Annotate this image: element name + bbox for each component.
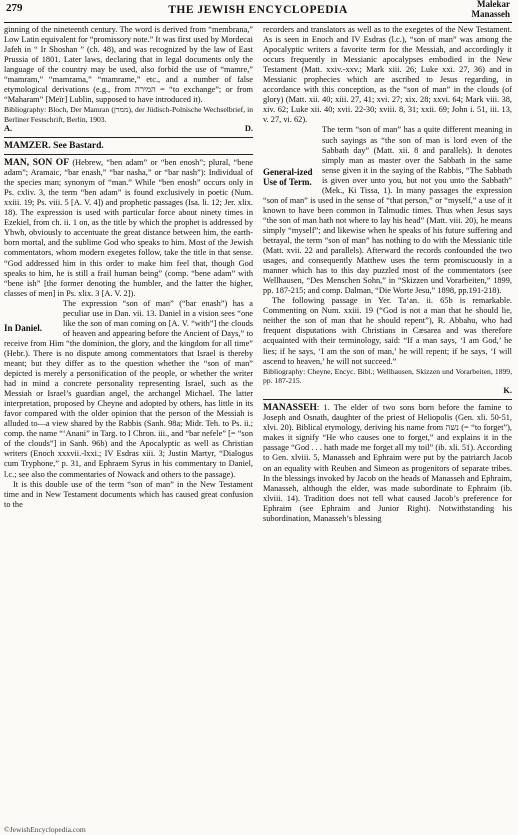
son-of-man-generalized: The term “son of man” has a quite different meaning in such sayings as “the son of man is lord even of the Sabbath day” (Matt. xii. 8 and parallels). It denotes simply man as master over the Sabbath in the same sense given it in the saying of the Rabbis, “The Sabbath is given over unto you, but not you unto the Sabbath” (Mek., Ki Tissa, 1). In many passages the expression “son of man” is used in the sense of “that person,” or “myself,” a use of it known to have been common in Talmudic times. Thus when Jesus says “the son of man hath not where to lay his head” (Matt. viii. 20), he means simply “myself”; and likewise when he speaks of his future suffering and betrayal, the term “son of man” has nothing to do with the Messianic title (Matt. xvii. 22 and parallels). Afterward the records confounded the two usages, and consequently Matthew uses the term promiscuously in a manner which has to this day puzzled most of the commentators (see Wellhausen, “Des Menschen Sohn,” in “Skizzen und Vorarbeiten,” 1899, pp. 187-215; and comp. Dalman, “Die Worte Jesu,” 1898, pp.191-218). xyxy=(263,125,512,296)
man-son-of-nt: It is this double use of the term “son of man” in the New Testament time and in New Testament documents which has caused great confusion to the xyxy=(4,479,253,509)
entry-title-man-son-of: MAN, SON OF xyxy=(4,158,70,169)
divider xyxy=(263,399,512,400)
entry-title-manasseh: MANASSEH xyxy=(263,403,317,414)
divider xyxy=(4,154,253,155)
son-of-man-abbahu: The following passage in Yer. Ta‘an. ii. 65b is remarkable. Commenting on Num. xxiii. 19 (“God is not a man that he should lie, neither the son of man that he should repent”), R. Abbahu, who had frequent disputations with Christians in Cæsarea and was therefore acquainted with their terminology, said: “If a man says, ‘I am God,’ he lies; if he says, ‘I am the son of man,’ he will repent; if he says, ‘I will ascend to heaven,’ he will not succeed.” xyxy=(263,296,512,366)
man-son-of-text: (Hebrew, “ben adam” or “ben enosh”; plural, “bene adam”; Aramaic, “bar enash,” “bar nasha,” or “bar nash”): Individual of the species man; synonym of “man.” While “ben enosh” occurs only in Ps. cxliv. 3, the term “ben adam” is found exclusively in poetic (Num. xxiii. 19; Ps. viii. 5 [A. V. 4]) and prophetic passages (Isa. li. 12; Jer. xlix. 18). The expression is used with particular force about ninety times in Ezekiel, from ch. ii. 1 on, as the title by which the prophet is addressed by Yhwh, obviously to accentuate the great distance between him, the earth-born mortal, and the sublime God who speaks to him. Most of the Jewish commentators, whom modern exegetes follow, take the title in that sense. “God addressed him in this order to make him feel that, though God speaks to him, he is still a frail human being” (comp. “bene adam” with “bene ish” [the former denoting the humbler, and the latter the higher, classes of men] in Ps. xlix. 3 [A. V. 2]). xyxy=(4,158,254,298)
page-number: 279 xyxy=(6,2,23,14)
guide-word-last: Manasseh xyxy=(471,8,510,19)
left-column xyxy=(4,25,253,524)
bibliography-mamram: Bibliography: Bloch, Der Mamran (ממרן), der Jüdisch-Polnische Wechselbrief, in Berliner Festschrift, Berlin, 1903. xyxy=(4,105,253,124)
text-columns xyxy=(4,25,512,524)
copyright-footer: ©JewishEncyclopedia.com xyxy=(4,825,86,834)
manasseh-text: : 1. The elder of two sons born before the famine to Joseph and Osnath, daughter of the priest of Heliopolis (Gen. xli. 50-51, xlvi. 20). Biblical etymology, deriving his name from נשה (= “to forget”), makes it signify “He who causes one to forget,” and explains it in the passage “God . . . hath made me forget all my toil” (ib. xli. 51). According to Gen. xlviii. 5, Manasseh and Ephraim were put by the patriarch Jacob on an equality with Reuben and Simeon as progenitors of separate tribes. In the blessings invoked by Jacob on the heads of Manasseh and Ephraim, Manasseh, although the elder, was made subordinate to Ephraim (ib. xlviii. 14). Tradition does not tell what caused Jacob’s preference for Ephraim (see Ephraim and Junior Right). Notwithstanding his subordination, Manasseh’s blessing xyxy=(263,403,512,523)
son-of-man-nt-continuation: recorders and translators as well as to the exegetes of the New Testament. As is seen in Enoch and IV Esdras (l.c.), “son of man” was among the Apocalyptic writers a favorite term for the Messiah, and accordingly it occurs frequently in Messianic apocalypses embodied in the New Testament (Matt. xxiv.-xxv.; Mark xiii. 26; Luke xxi. 27, 36) and in Messianic prophecies which are ascribed to Jesus regarding, in accordance with this conception, as the “son of man” in the clouds (of glory) (Matt. xii. 40; xiii. 27, 41; xvi. 27; xix. 28; xxvi. 64; Mark viii. 38, xiv. 62; Luke xii. 40; xvii. 22-30; xviii. 8, 31; xxii. 69; John i. 51, iii. 13, v. 27, vi. 62). xyxy=(263,25,512,125)
margin-heading-in-daniel: In Daniel. xyxy=(4,322,43,333)
author-initial-d: D. xyxy=(244,123,253,133)
right-column xyxy=(263,25,512,524)
mamram-continuation: ginning of the nineteenth century. The word is derived from “membrana,” Low Latin equivalent for “promissory note.” It was first used by Mordecai Jafeh in “ Ir Shoshan ” (ch. 48), and was recognized by the law of East Prussia of 1801. Later laws, declaring that in legal documents only the language of the country may be used, also forbid the use of “mamre,” “mamram,” “mamrama,” “mamrame,” etc., and a number of false etymological derivations (e.g., from המירה = “to exchange”; or from “Maharam” [Meïr] Lublin, supposed to have introduced it). xyxy=(4,25,253,105)
man-son-of-daniel: The expression “son of man” (“bar enash”) has a peculiar use in Dan. vii. 13. Daniel in a vision sees “one like the son of man coming on [A. V. “with”] the clouds of heaven and appearing before the Ancient of Days,” to receive from Him “the dominion, the glory, and the kingdom for all time” (Hebr.). There is no dispute among commentators that Israel is thereby meant; but they differ as to the question whether the “son of man” depicted is merely a personification of the people, or whether the writer had in mind a concrete personality representing Israel, such as the Messiah or Israel’s guardian angel, the archangel Michael. The latter interpretation, proposed by Cheyne and adopted by others, has little in its favor compared with the older opinion that the person of the Messiah is alluded to—a view shared by the Rabbis (Sanh. 98a; Midr. Teh. to Ps. ii.; comp. the name “‘Anani” in Targ. to I Chron. iii., and “bar nefele” [= “son of the clouds”] in Sanh. 96b) and the Apocalyptic as well as Christian writers (Enoch xxxvii.-lxxi.; IV Esdras xiii. 3; Justin Martyr, “Dialogus cum Tryphone,” p. 31, and Ephraem Syrus in his commentary to Daniel, l.c.; see also the commentaries of Nowack and others to the passage). xyxy=(4,298,253,479)
guide-word-first: Malekar xyxy=(477,0,510,9)
bibliography-man-son-of: Bibliography: Cheyne, Encyc. Bibl.; Wellhausen, Skizzen und Vorarbeiten, 1899, pp. 187-215. xyxy=(263,366,512,385)
divider xyxy=(4,137,253,138)
man-son-of-intro xyxy=(4,158,253,299)
margin-heading-generalized-use: General-ized Use of Term. xyxy=(263,167,313,188)
mamzer-crossref: MAMZER. See Bastard. xyxy=(4,141,104,152)
author-signature-row xyxy=(4,124,253,134)
author-initial-a: A. xyxy=(4,123,13,133)
manasseh-intro xyxy=(263,403,512,524)
page-header xyxy=(4,0,512,23)
author-initial-k: K. xyxy=(503,386,512,396)
guide-words xyxy=(471,0,510,19)
running-title: THE JEWISH ENCYCLOPEDIA xyxy=(168,4,348,16)
